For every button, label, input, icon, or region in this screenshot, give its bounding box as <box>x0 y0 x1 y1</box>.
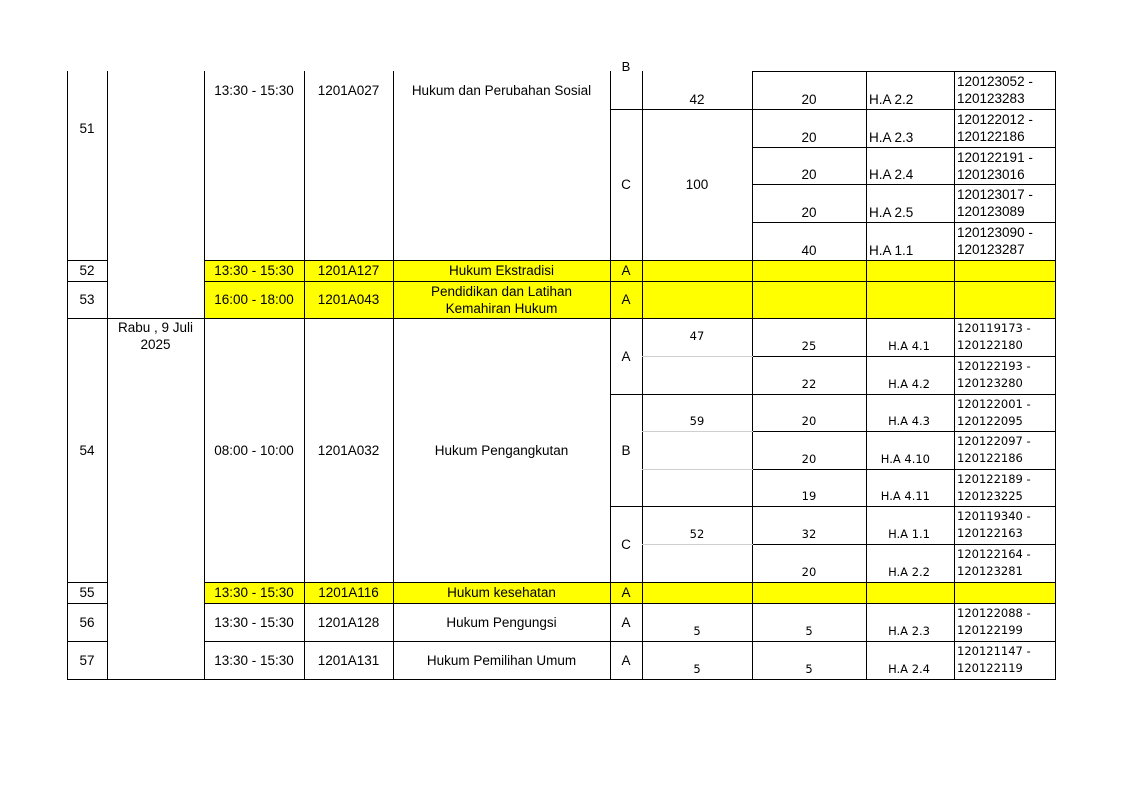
grid-line <box>304 71 305 680</box>
cell-text <box>957 320 1031 354</box>
grid-line <box>752 431 1056 432</box>
grid-line <box>642 431 753 432</box>
grid-line <box>67 260 108 261</box>
class-label: B <box>621 59 631 74</box>
cell-text <box>957 224 1033 258</box>
course-name: Hukum Pengungsi <box>446 614 557 630</box>
cell-line: 120123287 <box>957 242 1025 257</box>
room-capacity: 5 <box>805 662 813 676</box>
grid-line <box>610 71 611 680</box>
cell-text <box>957 111 1033 145</box>
grid-line <box>752 184 1056 185</box>
student-count: 5 <box>693 624 701 638</box>
grid-line <box>642 469 753 470</box>
cell-line: 120123280 <box>957 376 1023 390</box>
cell-line: 120119173 - <box>957 321 1031 335</box>
nim-range <box>954 394 1055 431</box>
room-name: H.A 4.1 <box>888 339 930 353</box>
row-number: 53 <box>79 292 95 307</box>
grid-line <box>610 109 1056 110</box>
grid-line <box>204 281 1056 282</box>
cell-line: 120123052 - <box>957 74 1033 89</box>
room-name: H.A 4.3 <box>888 414 930 428</box>
room-name: H.A 4.10 <box>880 452 930 466</box>
row-number: 56 <box>79 614 95 630</box>
grid-line <box>393 71 394 680</box>
grid-line <box>752 71 1056 72</box>
row-number: 54 <box>79 442 95 458</box>
room-capacity: 32 <box>801 527 817 541</box>
cell-line: 120122199 <box>957 623 1023 637</box>
grid-line <box>642 71 643 680</box>
row-number: 51 <box>79 121 95 136</box>
cell-line: 120123283 <box>957 91 1025 106</box>
time-slot: 13:30 - 15:30 <box>214 614 294 630</box>
nim-range <box>954 603 1055 641</box>
room-name: H.A 1.1 <box>869 243 914 258</box>
cell-line: 120122164 - <box>957 547 1031 561</box>
cell-line: 120119340 - <box>957 509 1031 523</box>
class-label: C <box>621 536 631 552</box>
grid-line <box>1055 71 1056 680</box>
cell-line: 120122186 <box>957 451 1023 465</box>
room-name: H.A 2.2 <box>888 565 930 579</box>
grid-line <box>67 641 108 642</box>
cell-line: 120123016 <box>957 166 1025 182</box>
room-capacity: 20 <box>801 452 817 466</box>
room-capacity: 20 <box>801 414 817 428</box>
room-capacity: 20 <box>801 205 817 220</box>
cell-text <box>957 508 1031 542</box>
class-label: C <box>621 177 631 192</box>
cell-line: Kemahiran Hukum <box>445 300 558 316</box>
time-slot: 16:00 - 18:00 <box>214 292 294 307</box>
grid-line <box>752 147 1056 148</box>
cell-text <box>957 358 1031 392</box>
cell-line: 120122163 <box>957 526 1023 540</box>
cell-text <box>957 186 1033 220</box>
student-count: 59 <box>689 414 705 428</box>
time-slot: 08:00 - 10:00 <box>214 442 294 458</box>
cell-line: 120122095 <box>957 413 1023 428</box>
room-name: H.A 2.3 <box>869 130 914 145</box>
course-name: Hukum dan Perubahan Sosial <box>411 82 592 98</box>
time-slot: 13:30 - 15:30 <box>214 82 294 98</box>
grid-line <box>67 603 108 604</box>
nim-range <box>954 506 1055 544</box>
cell-line: Rabu , 9 Juli <box>117 320 194 335</box>
cell-line: 120122191 - <box>957 149 1033 165</box>
nim-range <box>954 544 1055 582</box>
nim-range <box>954 222 1055 260</box>
course-name: Hukum Pengangkutan <box>434 442 569 458</box>
row-number: 55 <box>79 585 95 600</box>
grid-line <box>204 71 205 680</box>
grid-line <box>67 71 68 680</box>
course-code: 1201A032 <box>317 442 380 458</box>
cell-line: 120122193 - <box>957 359 1031 373</box>
grid-line <box>67 679 1056 680</box>
student-count: 100 <box>685 177 709 192</box>
grid-line <box>204 582 1056 583</box>
grid-line <box>752 356 1056 357</box>
room-name: H.A 4.2 <box>888 377 930 391</box>
grid-line <box>67 582 108 583</box>
course-name: Hukum Ekstradisi <box>448 263 555 278</box>
room-capacity: 20 <box>801 92 817 107</box>
grid-line <box>204 603 1056 604</box>
student-count: 5 <box>693 662 701 676</box>
cell-line: 120122189 - <box>957 471 1031 486</box>
nim-range <box>954 109 1055 147</box>
nim-range <box>954 469 1055 506</box>
cell-text <box>957 149 1033 183</box>
course-name <box>393 281 610 318</box>
room-capacity: 25 <box>801 339 817 353</box>
room-name: H.A 4.11 <box>880 489 930 503</box>
course-code: 1201A116 <box>318 585 379 600</box>
nim-range <box>954 356 1055 394</box>
grid-line <box>67 318 1056 319</box>
student-count: 47 <box>689 329 705 343</box>
grid-line <box>204 260 1056 261</box>
class-label: A <box>621 348 631 364</box>
exam-day <box>107 318 204 582</box>
grid-line <box>642 356 753 357</box>
time-slot: 13:30 - 15:30 <box>214 263 294 278</box>
cell-text <box>118 319 193 353</box>
grid-line <box>67 281 108 282</box>
room-name: H.A 2.2 <box>869 92 914 107</box>
cell-text <box>431 283 572 317</box>
grid-line <box>610 506 1056 507</box>
course-code: 1201A128 <box>317 614 380 630</box>
room-capacity: 5 <box>805 624 813 638</box>
grid-line <box>204 641 1056 642</box>
cell-line: 120122180 <box>957 338 1023 352</box>
grid-line <box>752 469 1056 470</box>
cell-line: 120122001 - <box>957 396 1031 411</box>
cell-text <box>957 396 1031 430</box>
cell-line: 2025 <box>140 337 171 352</box>
room-name: H.A 2.5 <box>869 205 914 220</box>
grid-line <box>610 394 1056 395</box>
course-code: 1201A131 <box>317 652 380 668</box>
cell-text <box>957 605 1031 639</box>
student-count: 42 <box>689 92 705 107</box>
nim-range <box>954 641 1055 679</box>
course-name: Hukum kesehatan <box>447 585 556 600</box>
cell-text <box>957 433 1031 467</box>
room-name: H.A 1.1 <box>888 527 930 541</box>
nim-range <box>954 71 1055 109</box>
cell-line: 120123225 <box>957 488 1023 503</box>
course-code: 1201A043 <box>317 292 380 307</box>
room-name: H.A 2.4 <box>888 662 930 676</box>
cell-text <box>957 546 1031 580</box>
room-name: H.A 2.4 <box>869 167 914 182</box>
row-number: 57 <box>79 652 95 668</box>
row-number: 52 <box>79 263 95 278</box>
cell-line: 120123017 - <box>957 187 1033 202</box>
cell-line: 120121147 - <box>957 644 1031 658</box>
grid-line <box>954 71 955 680</box>
class-label: A <box>621 292 631 307</box>
grid-line <box>866 71 867 680</box>
room-capacity: 20 <box>801 565 817 579</box>
grid-line <box>642 544 753 545</box>
cell-line: 120122088 - <box>957 606 1031 620</box>
cell-text <box>957 73 1033 107</box>
cell-text <box>957 471 1031 505</box>
grid-line <box>752 71 753 680</box>
grid-line <box>107 71 108 680</box>
room-capacity: 19 <box>801 489 817 503</box>
nim-range <box>954 147 1055 184</box>
cell-line: Pendidikan dan Latihan <box>430 283 573 299</box>
cell-line: 120122097 - <box>957 434 1031 448</box>
nim-range <box>954 318 1055 356</box>
time-slot: 13:30 - 15:30 <box>214 585 294 600</box>
cell-line: 120122012 - <box>957 112 1033 127</box>
room-capacity: 20 <box>801 130 817 145</box>
room-capacity: 22 <box>801 377 817 391</box>
class-label: B <box>621 442 631 458</box>
room-capacity: 20 <box>801 167 817 182</box>
cell-line: 120122186 <box>957 129 1025 144</box>
nim-range <box>954 431 1055 469</box>
cell-line: 120123089 <box>957 204 1025 219</box>
class-label: A <box>621 614 631 630</box>
course-code: 1201A027 <box>317 82 380 98</box>
course-name: Hukum Pemilihan Umum <box>426 652 577 668</box>
grid-line <box>752 222 1056 223</box>
time-slot: 13:30 - 15:30 <box>214 652 294 668</box>
cell-text <box>957 643 1031 677</box>
nim-range <box>954 184 1055 222</box>
class-label: A <box>621 652 631 668</box>
cell-line: 120123281 <box>957 564 1023 578</box>
room-capacity: 40 <box>801 243 817 258</box>
cell-line: 120123090 - <box>957 225 1033 240</box>
room-name: H.A 2.3 <box>888 624 930 638</box>
class-label: A <box>621 263 631 278</box>
student-count: 52 <box>689 527 705 541</box>
cell-line: 120122119 <box>957 661 1023 675</box>
grid-line <box>752 544 1056 545</box>
course-code: 1201A127 <box>317 263 380 278</box>
class-label: A <box>621 585 631 600</box>
